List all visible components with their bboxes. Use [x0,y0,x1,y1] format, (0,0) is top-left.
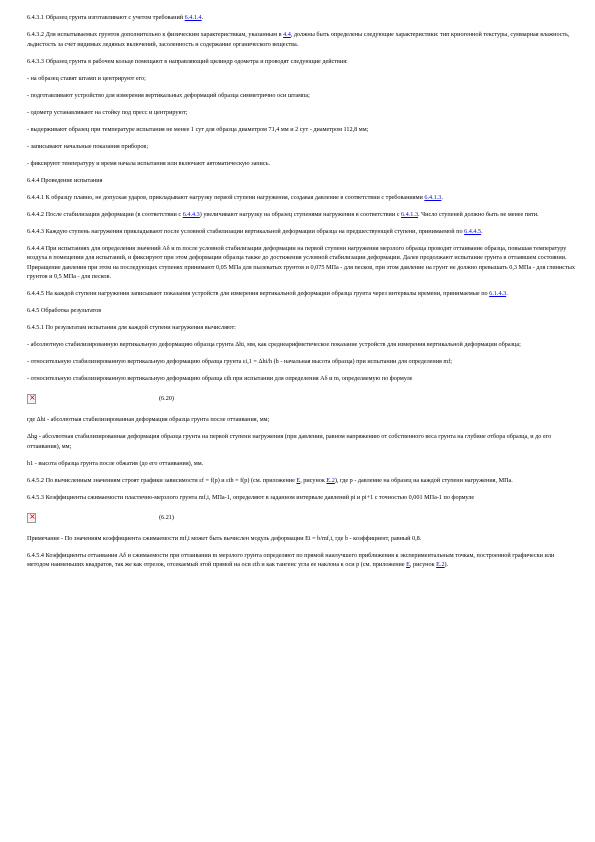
note: Примечание - По значениям коэффициента сжимаемости mf,i может быть вычислен модуль деформации Ei = b/mf,i, где b - коэффициент, равный 0,8. [27,534,422,542]
list-item: - записывают начальные показания приборов; [27,142,149,150]
paragraph-6-4-5-3: 6.4.5.3 Коэффициенты сжимаемости пластично-мерзлого грунта mf,i, МПа-1, определяют в заданном интервале давлений pi и pi+1 с точностью 0,001 МПа-1 по формуле [27,493,475,501]
list-item: - одометр устанавливают на стойку под пресс и центрируют; [27,108,188,116]
paragraph-6-4-5-4: 6.4.5.4 Коэффициенты оттаивания Аδ и сжимаемости при оттаивании m мерзлого грунта определяют по прямой наилучшего приближения к экспериментальным точкам, построенной графически или методом наименьших квадратов, так же как отрезок, отсекаемый этой прямой на оси εth и как тангенс угла ее наклона к оси p (см. приложение Е, рисунок Е.2). [27,551,555,568]
section-heading-6-4-4: 6.4.4 Проведение испытания [27,176,103,184]
list-item: - относительную стабилизированную вертикальную деформацию образца εth при испытании для определения Аδ и m, определяемую по формуле [27,375,413,382]
formula-legend: где Δhi - абсолютная стабилизированная деформация образца грунта после оттаивания, мм; [27,416,270,423]
equation-number: (6.20) [159,395,174,403]
list-item: - на образец ставят штамп и центрируют его; [27,74,146,82]
link-6-4-1-3-b[interactable]: 6.4.1.3 [401,210,419,218]
link-6-4-4-5[interactable]: 6.4.4.5 [464,227,482,235]
paragraph-6-4-4-2: 6.4.4.2 После стабилизации деформации (в соответствии с 6.4.4.3) увеличивают нагрузку на образец ступенями нагружения в соответствии с 6.4.1.3. Число ступеней должно быть не менее пяти. [27,210,539,218]
paragraph-6-4-5-1: 6.4.5.1 По результатам испытания для каждой ступени нагружения вычисляют: [27,324,236,331]
paragraph-6-4-3-2: 6.4.3.2 Для испытываемых грунтов дополнительно к физическим характеристикам, указанным в 4.4, должны быть определены следующие характеристики: тип криогенной текстуры, суммарная влажность, льдистость за счет видимых ледяных включений, засоленность и содержание органического вещества. [27,31,570,48]
document-body [27,13,575,577]
paragraph-6-4-4-3: 6.4.4.3 Каждую ступень нагружения прикладывают после условной стабилизации вертикальной деформации образца на предшествующей ступени, принимаемой по 6.4.4.5. [27,227,483,235]
list-item: - фиксируют температуру и время начала испытания или включают автоматическую запись. [27,159,270,167]
link-6-4-4-3[interactable]: 6.4.4.3 [182,210,200,218]
paragraph-6-4-4-5: 6.4.4.5 На каждой ступени нагружения записывают показания устройств для измерения вертикальной деформации образца грунта через интервалы времени, принимаемые по 6.1.4.3. [27,290,508,297]
list-item: - относительную стабилизированную вертикальную деформацию образца грунта εi,1 = Δhi/h (h - начальная высота образца) при испытании для определения mf; [27,358,453,365]
formula-legend: h1 - высота образца грунта после обжатия (до его оттаивания), мм. [27,459,204,467]
link-4-4[interactable]: 4.4 [283,31,291,38]
paragraph-6-4-4-4: 6.4.4.4 При испытаниях для определения значений Аδ и m после условной стабилизации деформации на первой ступени нагружения мерзлого образца проводят оттаивание образца, повышая температуру воздуха в помещении для испытаний, и фиксируют при этом деформации образца также до достижения условной стабилизации деформации. Далее продолжают испытание грунта в оттаявшем состоянии. Приращение давления при этом на последующих ступенях принимают 0,05 МПа для пылеватых грунтов и 0,075 МПа - для песков, при этом давление на грунт не должно превышать 0,3 МПа - для глинистых грунтов и 0,5 МПа - для песков. [27,244,575,280]
link-6-4-1-4[interactable]: 6.4.1.4 [184,14,202,21]
link-appendix-e[interactable]: Е [296,476,301,484]
equation-number: (6.21) [159,513,174,521]
list-item: - выдерживают образец при температуре испытания не менее 1 сут для образца диаметром 71,4 мм и 2 сут - диаметром 112,8 мм; [27,125,369,133]
link-6-1-4-3[interactable]: 6.1.4.3 [489,290,507,297]
paragraph-6-4-5-2: 6.4.5.2 По вычисленным значениям строят графики зависимости εf = f(p) и εth = f(p) (см. приложение Е, рисунок Е.2), где p - давление на образец на каждой ступени нагружения, МПа. [27,476,513,484]
link-6-4-1-3[interactable]: 6.4.1.3 [424,193,442,201]
formula-6-20 [27,391,575,407]
link-appendix-e-b[interactable]: Е [406,561,410,568]
paragraph-6-4-4-1: 6.4.4.1 К образцу плавно, не допуская ударов, прикладывают нагрузку первой ступени нагружения, создавая давление в соответствии с требованиями 6.4.1.3. [27,193,443,201]
paragraph-6-4-3-3: 6.4.3.3 Образец грунта в рабочем кольце помещают в направляющий цилиндр одометра и проводят следующие действия: [27,57,348,65]
formula-legend: Δhg - абсолютная стабилизированная деформация образца грунта на первой ступени нагружения (при давлении, равном напряжению от собственного веса грунта на глубине отбора образца, и до его оттаивания), мм; [27,433,552,450]
section-heading-6-4-5: 6.4.5 Обработка результатов [27,307,102,314]
link-figure-e-2-b[interactable]: Е.2 [436,561,445,568]
link-figure-e-2[interactable]: Е.2 [326,476,335,484]
list-item: - абсолютную стабилизированную вертикальную деформацию образца грунта Δhi, мм, как среднеарифметическое показание устройств для измерения вертикальной деформации образца; [27,341,521,348]
broken-image-icon [27,394,36,404]
paragraph-6-4-3-1: 6.4.3.1 Образец грунта изготавливают с учетом требований 6.4.1.4. [27,14,204,21]
broken-image-icon [27,513,36,523]
list-item: - подготавливают устройство для измерения вертикальных деформаций образца симметрично оси штампа; [27,91,310,99]
formula-6-21 [27,510,575,526]
